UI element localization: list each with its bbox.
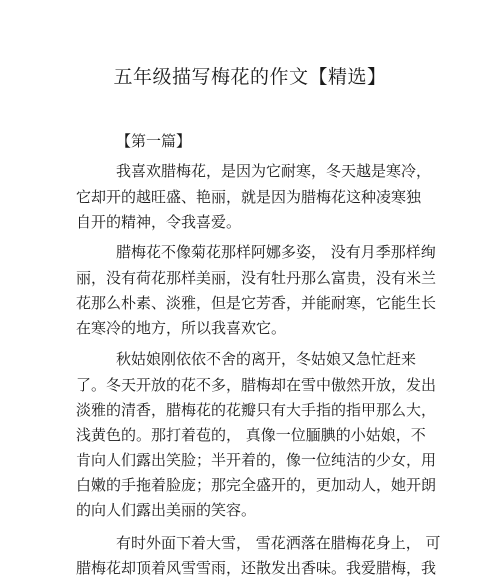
paragraph-line: 浅黄色的。那打着苞的， 真像一位腼腆的小姑娘，不 [76, 426, 426, 444]
paragraph-line: 它却开的越旺盛、艳丽，就是因为腊梅花这种凌寒独 [76, 188, 422, 206]
paragraph-line: 腊梅花不像菊花那样阿娜多姿， 没有月季那样绚 [116, 243, 436, 261]
document-title: 五年级描写梅花的作文【精选】 [113, 66, 387, 88]
paragraph-line: 我喜欢腊梅花，是因为它耐寒，冬天越是寒冷， [116, 162, 432, 180]
paragraph-line: 的向人们露出美丽的笑容。 [76, 501, 257, 519]
paragraph-line: 白嫩的手拖着脸庞；那完全盛开的，更加动人，她开朗 [76, 476, 437, 494]
paragraph-line: 肯向人们露出笑脸；半开着的，像一位纯洁的少女，用 [76, 451, 437, 469]
paragraph-line: 淡雅的清香，腊梅花的花瓣只有大手指的指甲那么大， [76, 401, 437, 419]
paragraph-line: 花那么朴素、淡雅，但是它芳香，并能耐寒，它能生长 [76, 294, 437, 312]
paragraph-line: 有时外面下着大雪， 雪花洒落在腊梅花身上， 可 [116, 534, 441, 552]
paragraph-line: 丽，没有荷花那样美丽，没有牡丹那么富贵，没有米兰 [76, 269, 437, 287]
paragraph-line: 秋姑娘刚依依不舍的离开，冬姑娘又急忙赶来 [116, 350, 417, 368]
paragraph-line: 了。冬天开放的花不多，腊梅却在雪中傲然开放，发出 [76, 376, 437, 394]
paragraph-line: 自开的精神，令我喜爱。 [76, 213, 242, 231]
section-label: 【第一篇】 [116, 132, 192, 150]
paragraph-line: 腊梅花却顶着风雪雪雨，还散发出香味。我爱腊梅，我 [76, 559, 437, 577]
paragraph-line: 在寒冷的地方，所以我喜欢它。 [76, 319, 287, 337]
